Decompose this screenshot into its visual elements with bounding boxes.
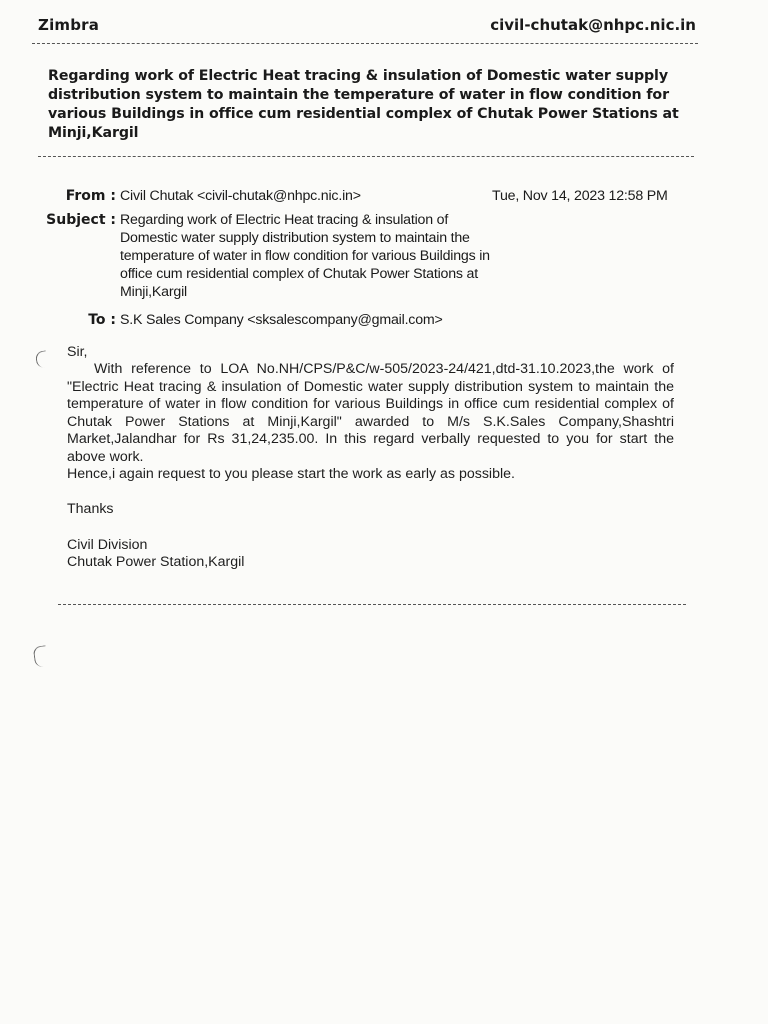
app-name: Zimbra [38,16,100,34]
title-divider [38,156,694,157]
subject-value: Regarding work of Electric Heat tracing & insulation of Domestic water supply distribution system to maintain the temperature of water in flow condition for various Buildings in office cum residential complex of Chutak Power Stations at Minji,Kargil [120,212,490,300]
header-divider [32,43,698,44]
body-paragraph: With reference to LOA No.NH/CPS/P&C/w-505/2023-24/421,dtd-31.10.2023,the work of "Electric Heat tracing & insulation of Domestic water supply distribution system to maintain the temperature of water in flow condition for various Buildings in office cum residential complex of Chutak Power Stations at Minji,Kargil" awarded to M/s S.K.Sales Company,Shashtri Market,Jalandhar for Rs 31,24,235.00. In this regard verbally requested to you for start the above work. [67,361,674,465]
closing: Thanks [67,501,114,517]
to-label: To : [88,312,116,328]
email-title: Regarding work of Electric Heat tracing & insulation of Domestic water supply distribution system to maintain the temperature of water in flow condition for various Buildings in office cum residential complex of Chutak Power Stations at Minji,Kargil [48,68,679,141]
to-value: S.K Sales Company <sksalescompany@gmail.com> [120,312,443,328]
sent-date: Tue, Nov 14, 2023 12:58 PM [492,188,668,204]
signature-line-1: Civil Division [67,537,148,553]
punch-hole-mark [33,645,49,668]
from-value: Civil Chutak <civil-chutak@nhpc.nic.in> [120,188,361,204]
salutation: Sir, [67,344,88,360]
subject-label: Subject : [46,212,116,228]
from-label: From : [65,188,116,204]
request-line: Hence,i again request to you please start the work as early as possible. [67,466,515,482]
account-email: civil-chutak@nhpc.nic.in [490,16,696,34]
punch-hole-mark [35,350,48,368]
footer-divider [58,604,686,605]
signature-line-2: Chutak Power Station,Kargil [67,554,245,570]
